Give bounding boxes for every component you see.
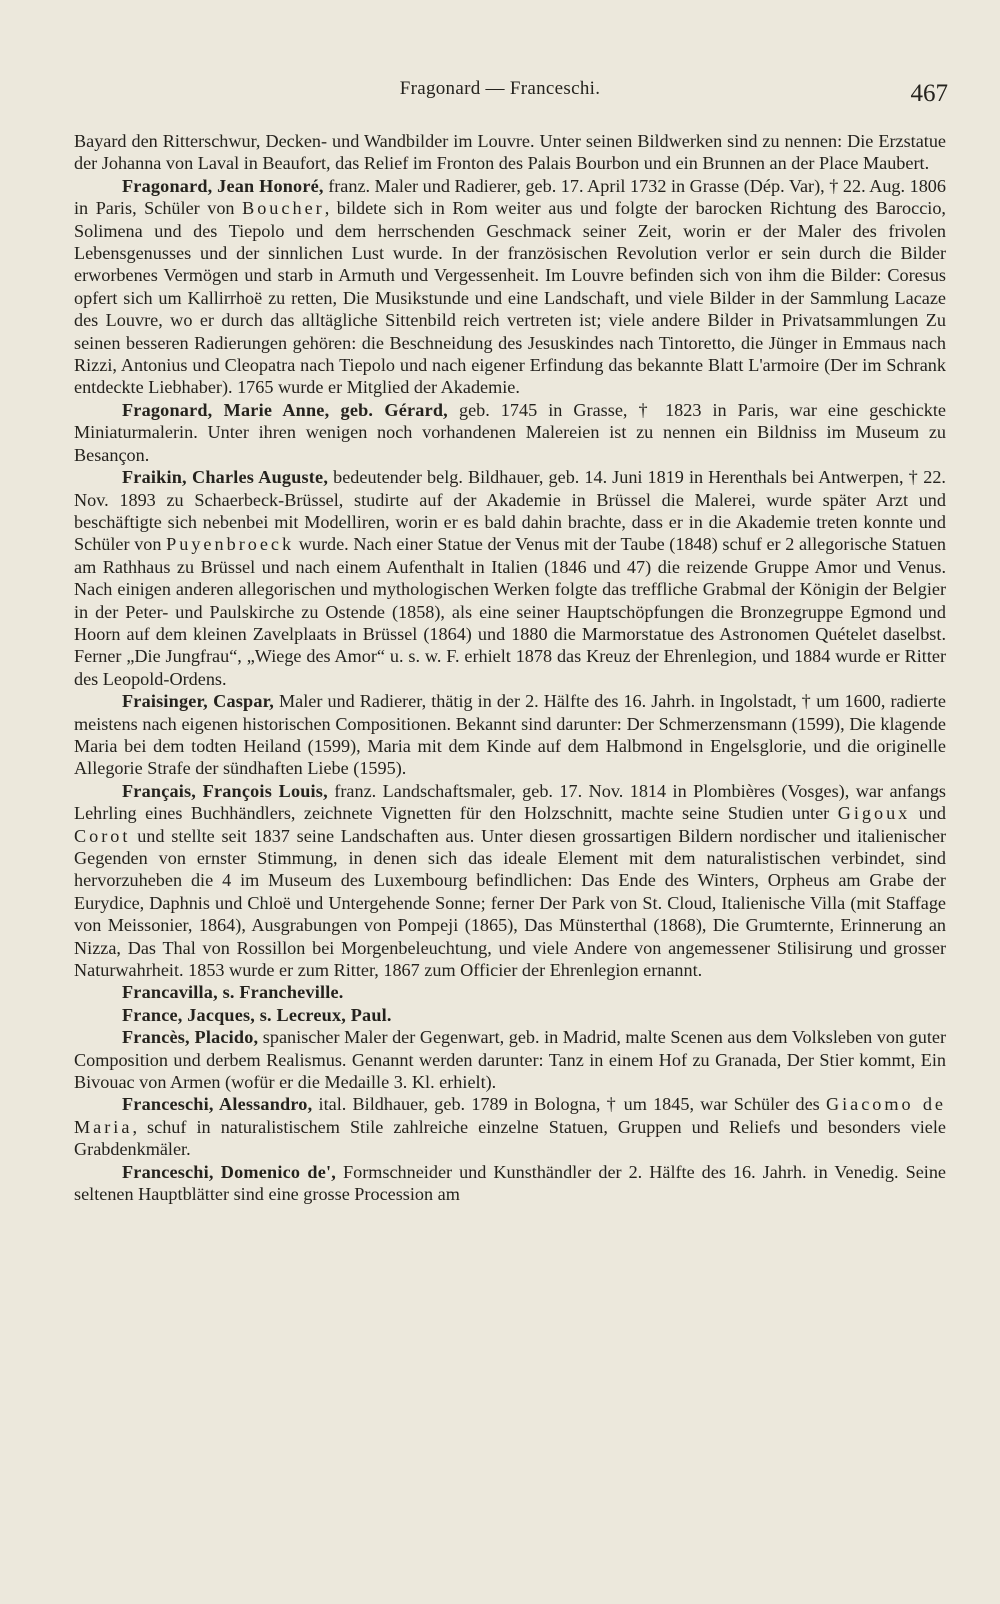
entry-text: wurde. Nach einer Statue der Venus mit der Taube (1848) schuf er 2 allegorische Statuen am Rathhaus zu Brüssel und nach einem Aufenthalt in Italien (1846 und 47) die reizende Gruppe Amor und Venus. Nach einigen anderen allegorischen und mythologischen Werken folgte das treffliche Grabmal der Königin der Belgier in der Peter- und Paulskirche zu Ostende (1858), als eine seiner Hauptschöpfungen die Bronzegruppe Egmond und Hoorn auf dem kleinen Zavelplaats in Brüssel (1864) und 1880 die Marmorstatue des Astronomen Quételet daselbst. Ferner „Die Jungfrau“, „Wiege des Amor“ u. s. w. F. erhielt 1878 das Kreuz der Ehrenlegion, und 1884 wurde er Ritter des Leopold-Ordens. xyxy=(74,534,947,689)
entry-text: Maler und Radierer, thätig in der 2. Hälfte des 16. Jahrh. in Ingolstadt, † um 1600, radierte meistens nach eigenen historischen Compositionen. Bekannt sind darunter: Der Schmerzensmann (1599), Die klagende Maria bei dem todten Heiland (1599), Maria mit dem Kinde auf dem Halbmond in Engelsglorie, und die originelle Allegorie Strafe der sündhaften Liebe (1595). xyxy=(74,691,946,779)
entry-text: Formschneider und Kunsthändler der 2. Hälfte des 16. Jahrh. in Venedig. Seine seltenen Hauptblätter sind eine grosse Procession am xyxy=(74,1161,946,1205)
entry-headword: France, Jacques, s. Lecreux, Paul. xyxy=(122,1004,392,1025)
entry-text: , bildete sich in Rom weiter aus und folgte der barocken Richtung des Baroccio, Solimena und des Tiepolo und dem herrschenden Geschmack seiner Zeit, worin er der Maler des frivolen Lebensgenusses und der sinnlichen Lust wurde. In der französischen Revolution verlor er sein durch die Bilder erworbenes Vermögen und starb in Armuth und Vergessenheit. Im Louvre befinden sich von ihm die Bilder: Coresus opfert sich um Kallirrhoë zu retten, Die Musikstunde und eine Landschaft, und viele Bilder in der Sammlung Lacaze des Louvre, wo er durch das alltägliche Sittenbild reich vertreten ist; viele andere Bilder in Privatsammlungen Zu seinen besseren Radierungen gehören: die Beschneidung des Jesuskindes nach Tintoretto, die Jünger in Emmaus nach Rizzi, Antonius und Cleopatra nach Tiepolo und nach eigener Erfindung das bekannte Blatt L'armoire (Der im Schrank entdeckte Liebhaber). 1765 wurde er Mitglied der Akademie. xyxy=(74,198,946,398)
entry-text: und xyxy=(910,803,946,824)
dictionary-entry xyxy=(74,1026,946,1093)
dictionary-entry xyxy=(74,1004,946,1026)
entry-text: ital. Bildhauer, geb. 1789 in Bologna, † um 1845, war Schüler des xyxy=(312,1094,826,1115)
dictionary-entry xyxy=(74,1161,946,1206)
entry-headword: Fragonard, Jean Honoré, xyxy=(122,175,324,196)
entry-headword: Franceschi, Domenico de', xyxy=(122,1161,336,1182)
spaced-name: Gigoux xyxy=(837,803,911,824)
entry-headword: Fraisinger, Caspar, xyxy=(122,691,274,712)
page-number: 467 xyxy=(910,80,948,107)
dictionary-entry xyxy=(74,466,946,690)
spaced-name: Giacomo de Maria xyxy=(74,1094,946,1137)
entry-headword: Français, François Louis, xyxy=(122,780,328,801)
entry-headword: Fraikin, Charles Auguste, xyxy=(122,467,329,488)
dictionary-entry xyxy=(74,981,946,1003)
entry-headword: Franceschi, Alessandro, xyxy=(122,1094,313,1115)
dictionary-entry xyxy=(74,1093,946,1160)
continued-paragraph xyxy=(74,130,946,175)
entry-headword: Fragonard, Marie Anne, geb. Gérard, xyxy=(122,399,448,420)
dictionary-entry xyxy=(74,399,946,466)
entry-text: und stellte seit 1837 seine Landschaften aus. Unter diesen grossartigen Bildern nordischer und italienischer Gegenden von ernster Stimmung, in denen sich das ideale Element mit dem naturalistischen verbindet, sind hervorzuheben die 4 im Museum des Luxembourg befindlichen: Das Ende des Winters, Orpheus am Grabe der Eurydice, Daphnis und Chloë und Untergehende Sonne; ferner Der Park von St. Cloud, Italienische Villa (mit Staffage von Meissonier, 1864), Ausgrabungen von Pompeji (1865), Das Münsterthal (1868), Die Grumternte, Erinnerung an Nizza, Das Thal von Rossillon bei Morgenbeleuchtung, und viele Andere von angemessener Stilisirung und grosser Naturwahrheit. 1853 wurde er zum Ritter, 1867 zum Officier der Ehrenlegion ernannt. xyxy=(74,825,946,981)
running-header xyxy=(0,78,1000,108)
entry-headword: Francavilla, s. Francheville. xyxy=(122,982,344,1003)
entry-text: geb. 1745 in Grasse, † 1823 in Paris, war eine geschickte Miniaturmalerin. Unter ihren wenigen noch vorhandenen Malereien ist zu nennen ein Bildniss im Museum zu Besançon. xyxy=(74,399,947,465)
spaced-name: Corot xyxy=(74,825,131,846)
entry-text: franz. Landschaftsmaler, geb. 17. Nov. 1814 in Plombières (Vosges), war anfangs Lehrling eines Buchhändlers, zeichnete Vignetten für den Holzschnitt, machte seine Studien unter xyxy=(74,780,947,824)
entry-headword: Francès, Placido, xyxy=(122,1027,259,1048)
entry-text: franz. Maler und Radierer, geb. 17. April 1732 in Grasse (Dép. Var), † 22. Aug. 1806 in Paris, Schüler von xyxy=(74,175,946,219)
entry-text: spanischer Maler der Gegenwart, geb. in Madrid, malte Scenen aus dem Volksleben von guter Composition und derbem Realismus. Genannt werden darunter: Tanz in einem Hof zu Granada, Der Stier kommt, Ein Bivouac von Armen (wofür er die Medaille 3. Kl. erhielt). xyxy=(74,1027,946,1093)
dictionary-text-column xyxy=(74,130,946,1206)
entry-text: , schuf in naturalistischem Stile zahlreiche einzelne Statuen, Gruppen und Reliefs und besonders viele Grabdenkmäler. xyxy=(74,1116,946,1160)
spaced-name: Puyenbroeck xyxy=(166,534,295,555)
entry-text: bedeutender belg. Bildhauer, geb. 14. Juni 1819 in Herenthals bei Antwerpen, † 22. Nov. 1893 zu Schaerbeck-Brüssel, studirte auf der Akademie in Brüssel die Malerei, wurde später Arzt und beschäftigte sich nebenbei mit Modelliren, worin er es bald dahin brachte, dass er in die Akademie treten konnte und Schüler von xyxy=(74,467,946,555)
dictionary-entry xyxy=(74,690,946,780)
dictionary-entry xyxy=(74,780,946,982)
spaced-name: Boucher xyxy=(242,198,325,219)
entry-text: Bayard den Ritterschwur, Decken- und Wandbilder im Louvre. Unter seinen Bildwerken sind zu nennen: Die Erzstatue der Johanna von Laval in Beaufort, das Relief im Fronton des Palais Bourbon und ein Brunnen an der Place Maubert. xyxy=(74,131,946,174)
running-title: Fragonard — Franceschi. xyxy=(399,78,601,99)
dictionary-entry xyxy=(74,175,946,399)
